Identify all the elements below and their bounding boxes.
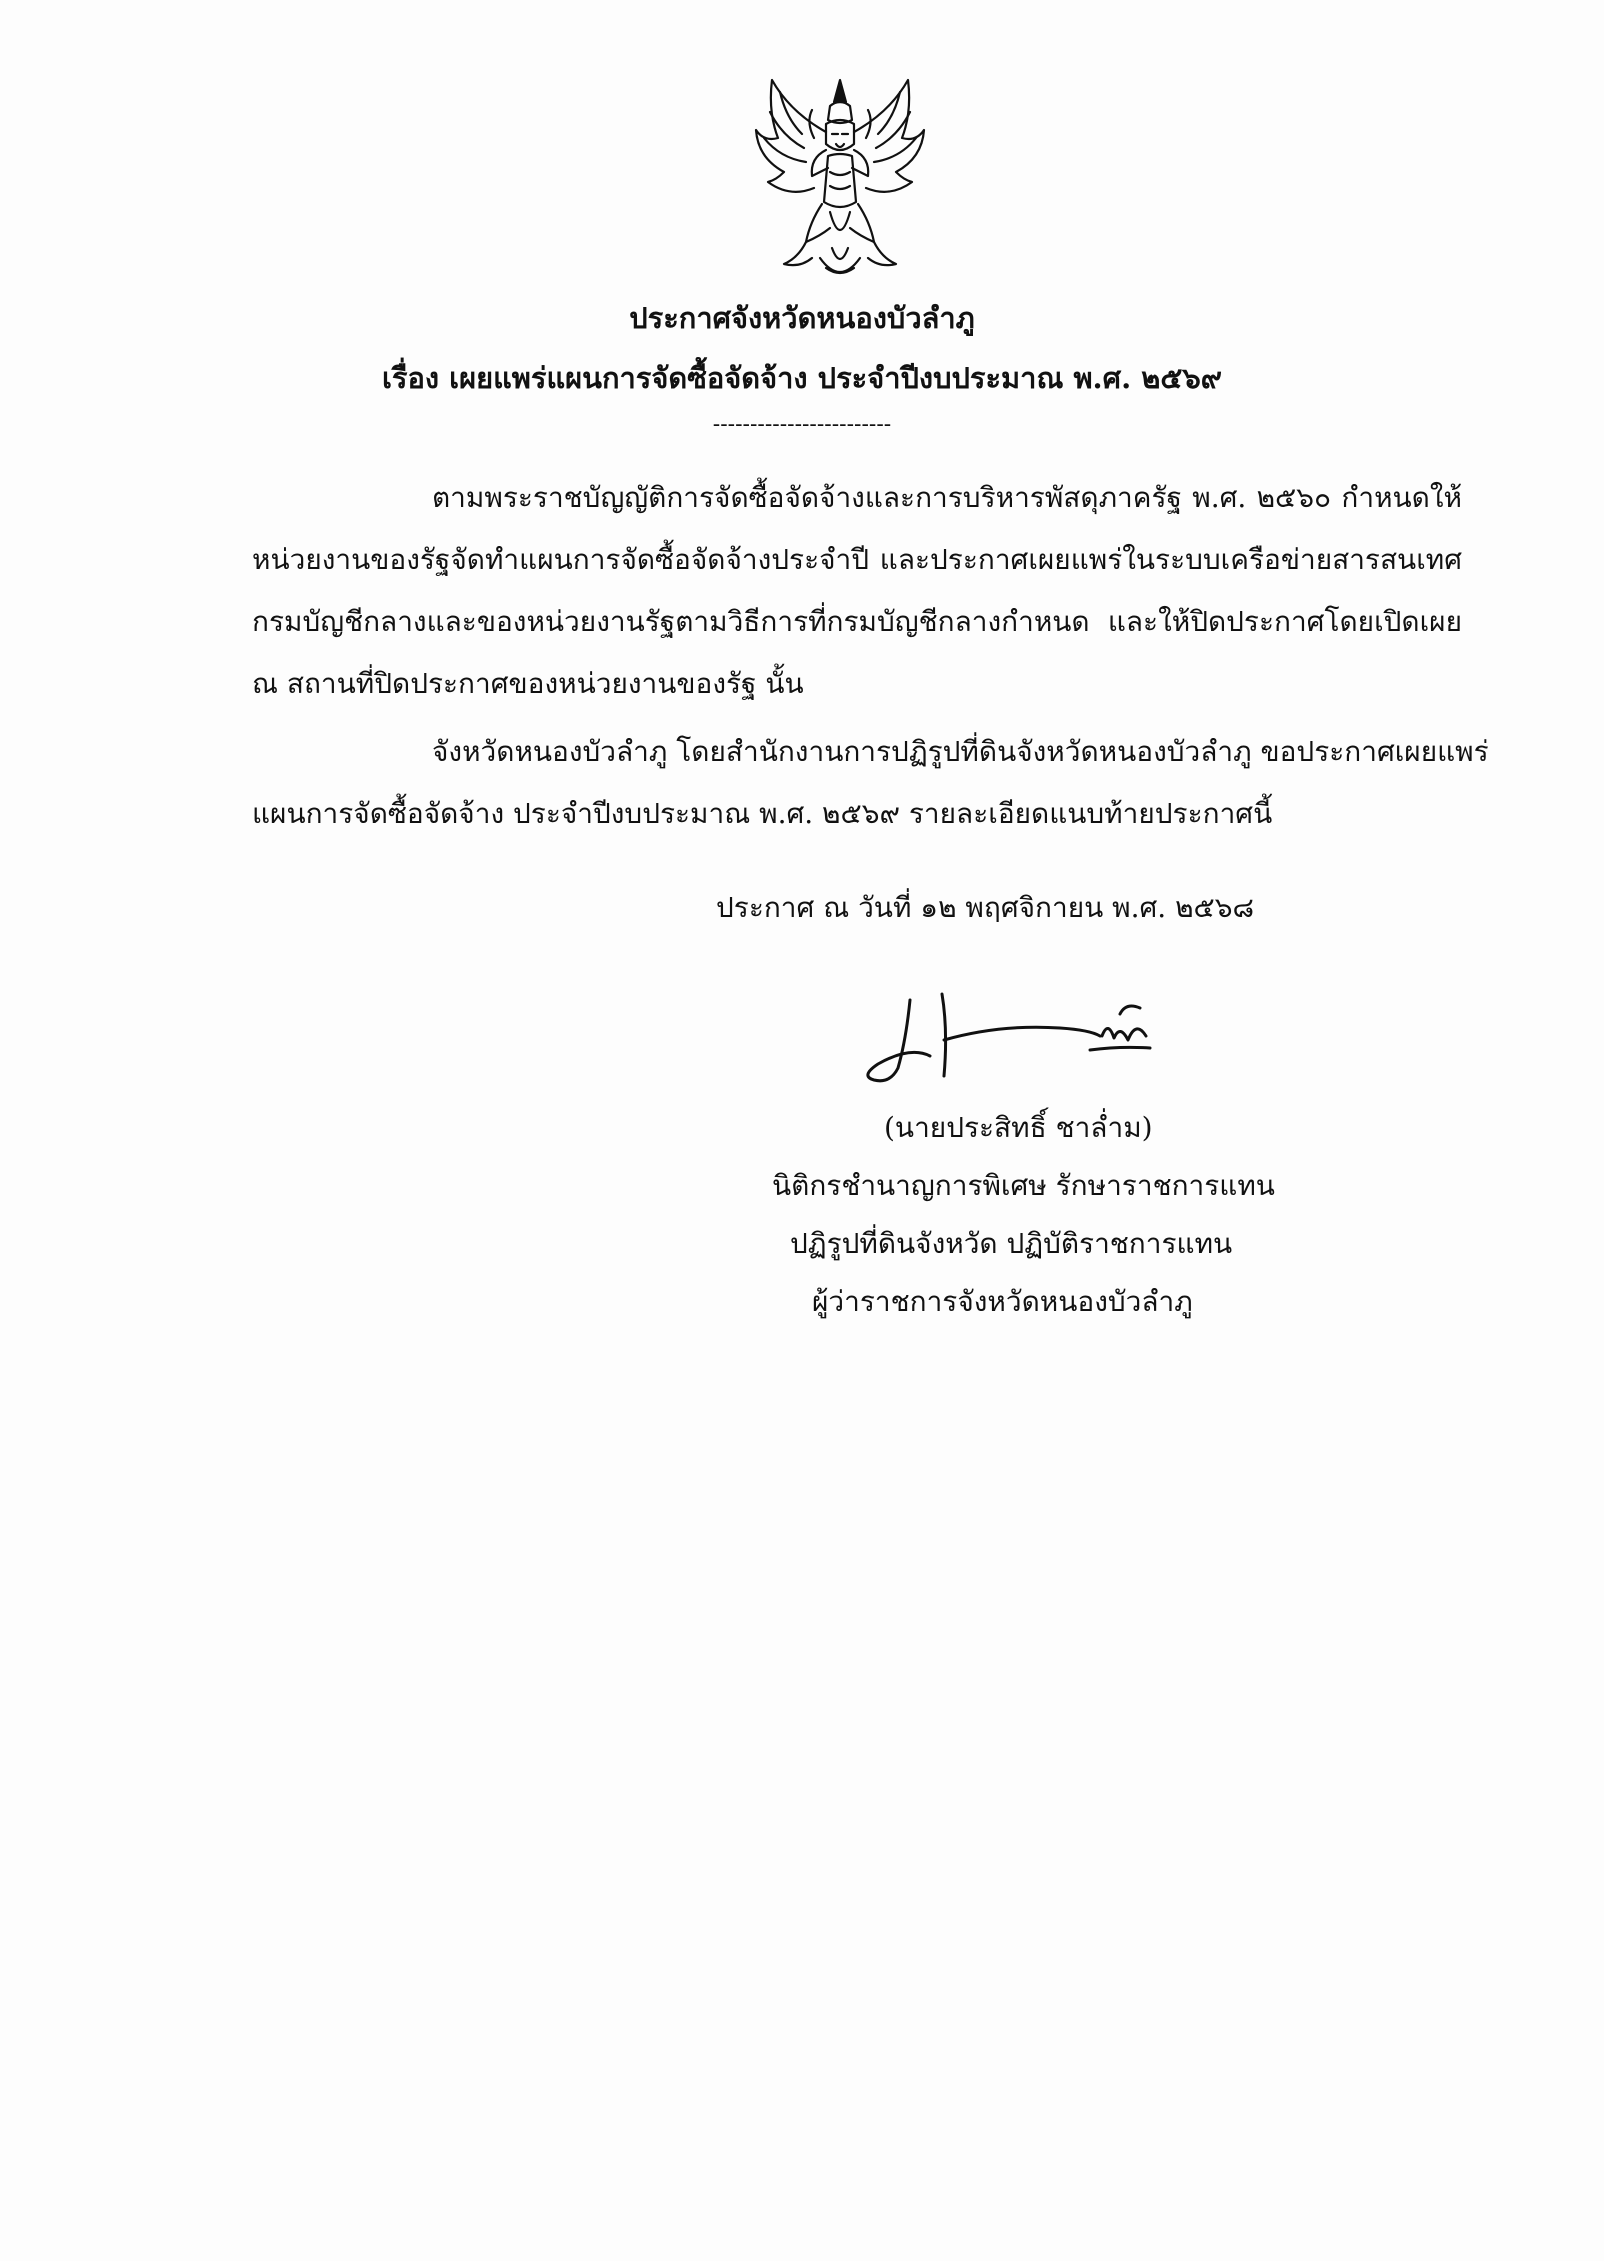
signatory-position-2: ปฏิรูปที่ดินจังหวัด ปฏิบัติราชการแทน	[790, 1227, 1233, 1260]
announcement-subject: เรื่อง เผยแพร่แผนการจัดซื้อจัดจ้าง ประจำปีงบประมาณ พ.ศ. ๒๕๖๙	[382, 361, 1222, 395]
announcement-date: ประกาศ ณ วันที่ ๑๒ พฤศจิกายน พ.ศ. ๒๕๖๘	[716, 891, 1255, 924]
signatory-position-1: นิติกรชำนาญการพิเศษ รักษาราชการแทน	[772, 1169, 1275, 1202]
heading-divider: ------------------------	[712, 412, 892, 437]
announcement-title: ประกาศจังหวัดหนองบัวลำภู	[629, 301, 975, 335]
paragraph-2-line-1: จังหวัดหนองบัวลำภู โดยสำนักงานการปฏิรูปที่ดินจังหวัดหนองบัวลำภู ขอประกาศเผยแพร่	[432, 735, 1489, 768]
paragraph-1-line-2: หน่วยงานของรัฐจัดทำแผนการจัดซื้อจัดจ้างประจำปี และประกาศเผยแพร่ในระบบเครือข่ายสารสนเทศ	[252, 543, 1462, 576]
handwritten-signature	[850, 980, 1210, 1100]
paragraph-2-line-2: แผนการจัดซื้อจัดจ้าง ประจำปีงบประมาณ พ.ศ. ๒๕๖๙ รายละเอียดแนบท้ายประกาศนี้	[252, 797, 1273, 830]
paragraph-1-line-3: กรมบัญชีกลางและของหน่วยงานรัฐตามวิธีการที่กรมบัญชีกลางกำหนด และให้ปิดประกาศโดยเปิดเผย	[252, 605, 1462, 638]
signatory-position-3: ผู้ว่าราชการจังหวัดหนองบัวลำภู	[812, 1285, 1193, 1318]
paragraph-1-line-4: ณ สถานที่ปิดประกาศของหน่วยงานของรัฐ นั้น	[252, 667, 804, 700]
garuda-emblem-icon	[750, 72, 930, 292]
paragraph-1-line-1: ตามพระราชบัญญัติการจัดซื้อจัดจ้างและการบริหารพัสดุภาครัฐ พ.ศ. ๒๕๖๐ กำหนดให้	[432, 481, 1462, 514]
signatory-name: (นายประสิทธิ์ ชาล่ำม)	[884, 1111, 1153, 1144]
